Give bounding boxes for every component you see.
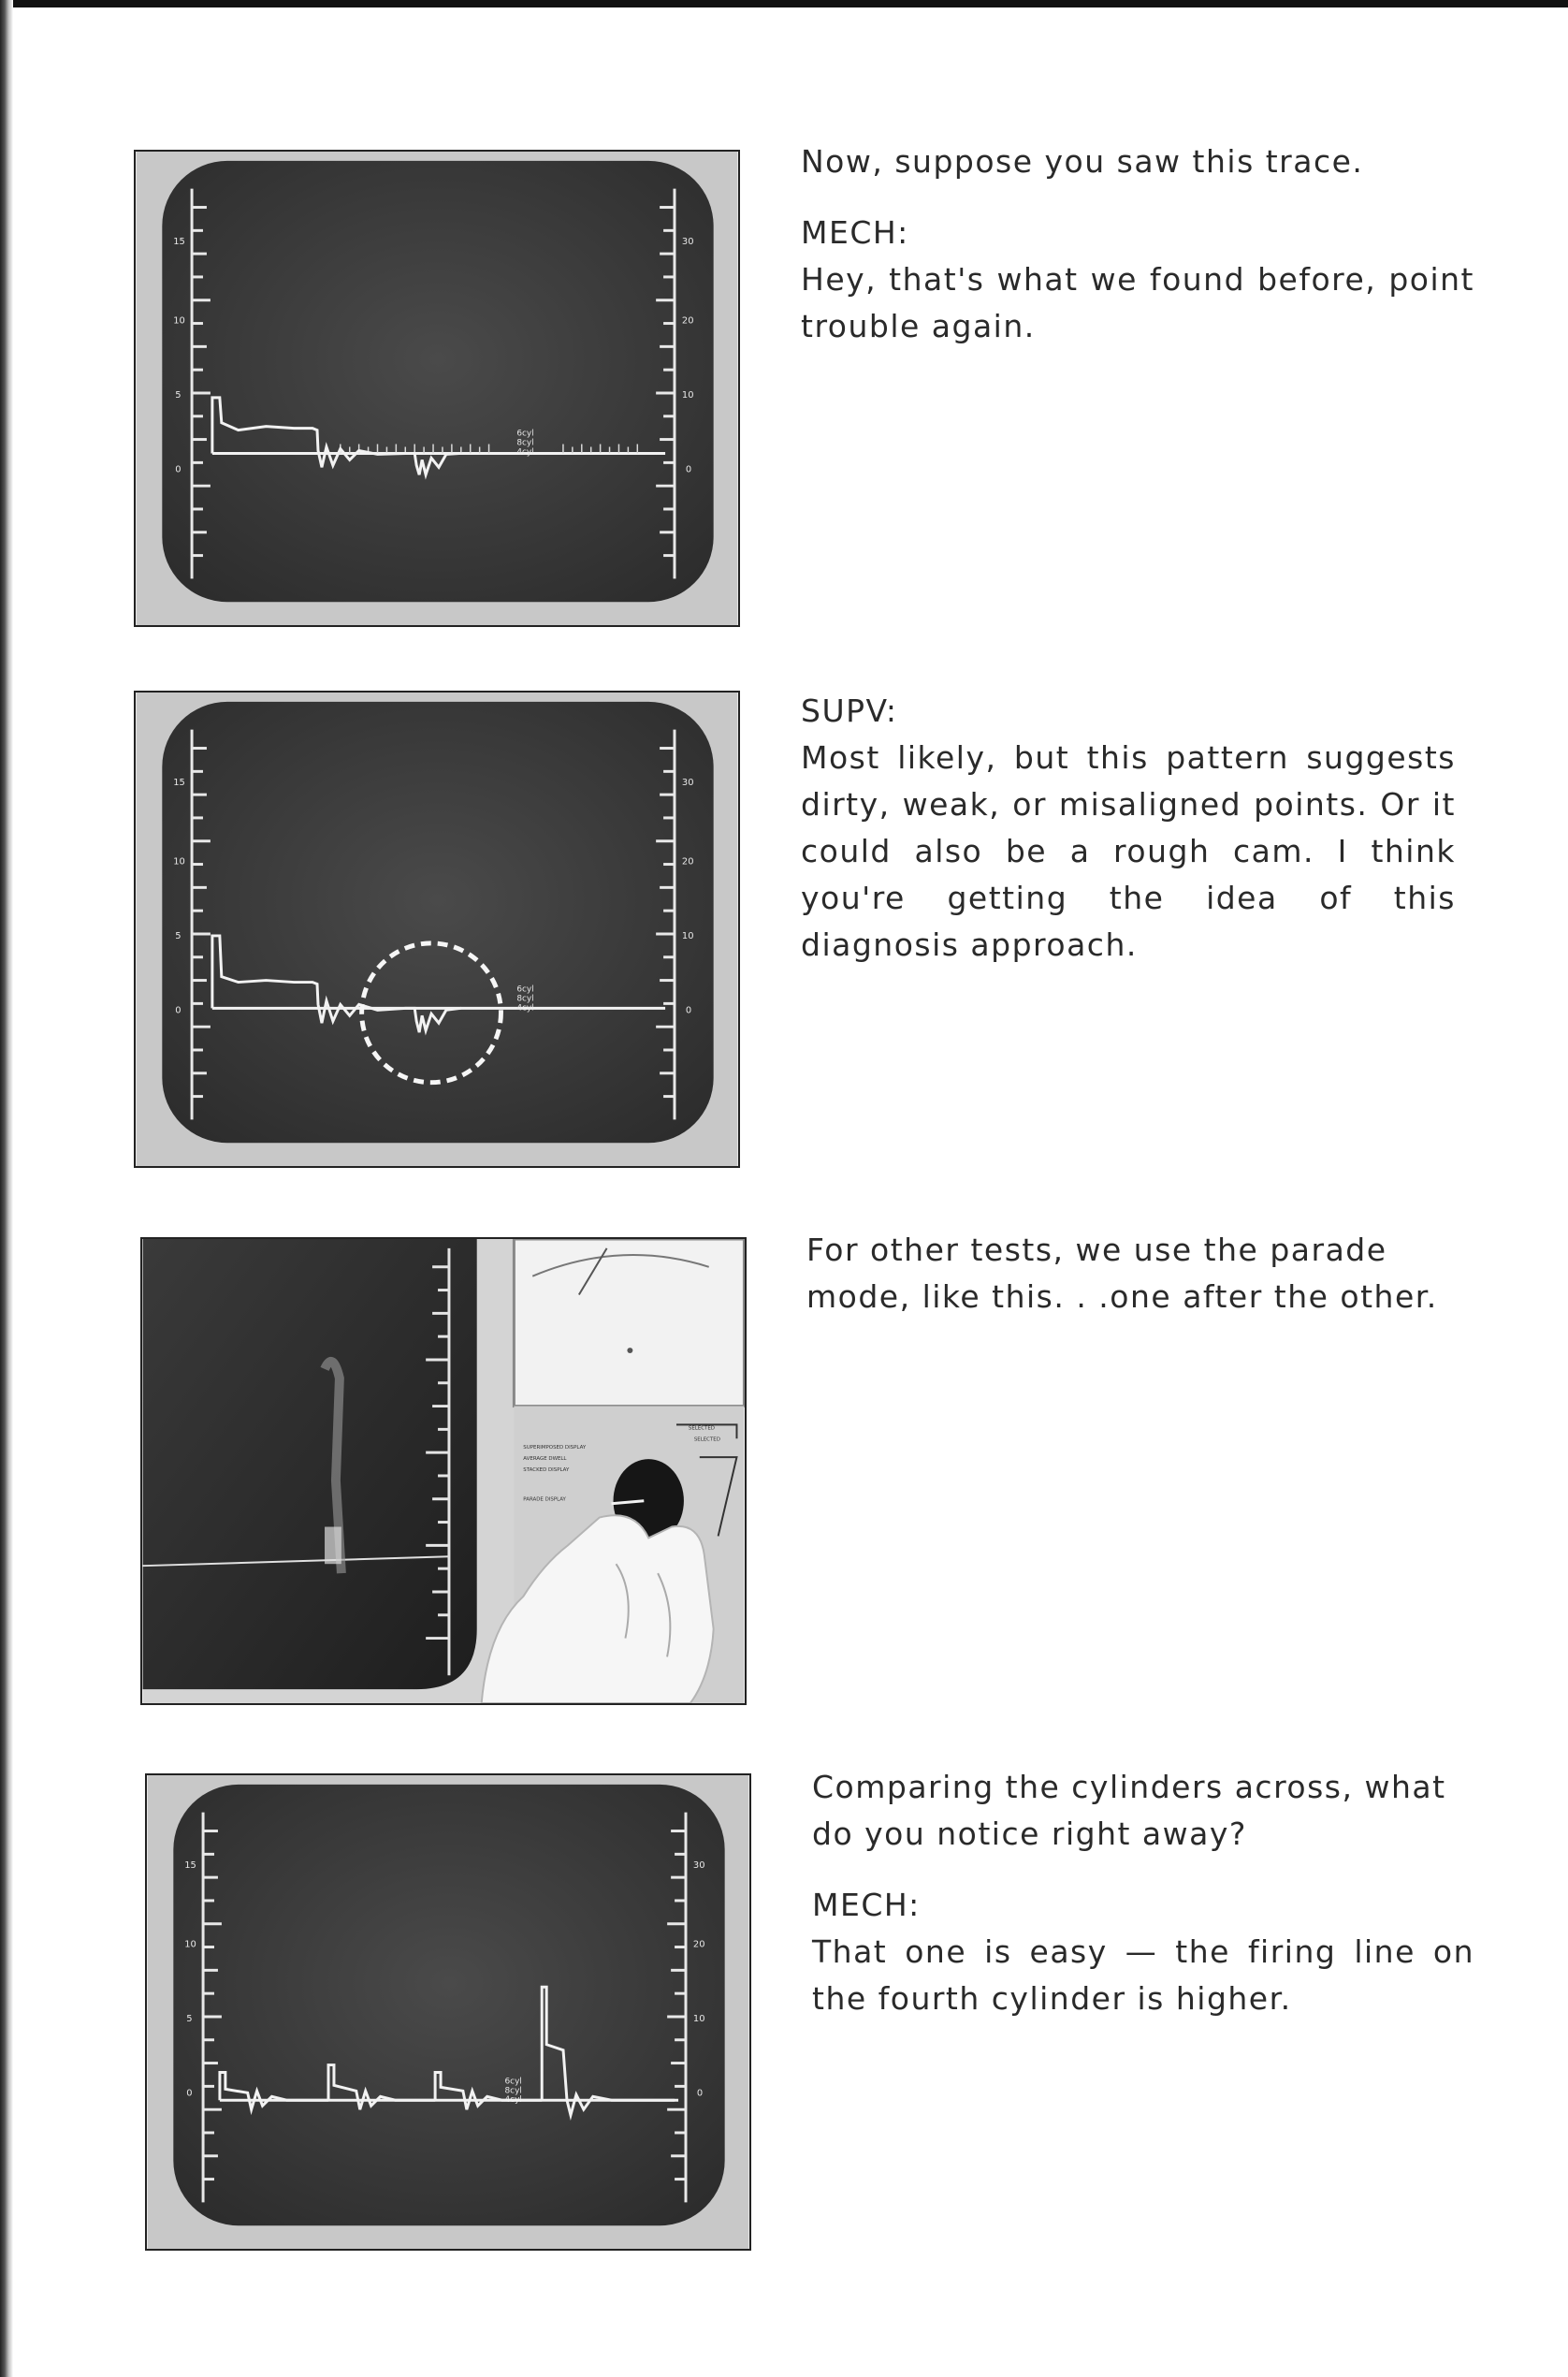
svg-text:20: 20	[681, 315, 694, 327]
speaker-mech-2: MECH:	[812, 1887, 921, 1923]
narration-4: Comparing the cylinders across, what do you notice right away?	[812, 1769, 1446, 1852]
photo-hand-turning-selector	[142, 1239, 745, 1703]
svg-text:0: 0	[685, 1005, 692, 1016]
svg-text:AVERAGE DWELL: AVERAGE DWELL	[523, 1456, 567, 1463]
svg-text:8cyl: 8cyl	[516, 994, 534, 1004]
dialogue-1: Hey, that's what we found before, point trouble again.	[801, 261, 1474, 344]
svg-text:15: 15	[184, 1860, 196, 1872]
svg-text:SUPERIMPOSED DISPLAY: SUPERIMPOSED DISPLAY	[523, 1445, 587, 1451]
svg-text:30: 30	[692, 1860, 705, 1872]
svg-text:30: 30	[681, 237, 694, 248]
dialogue-2: Most likely, but this pattern suggests dirty, weak, or misaligned points. Or it could also be a rough cam. I think you're getting the idea of this diagnosis approach.	[801, 739, 1456, 963]
svg-text:10: 10	[681, 930, 694, 941]
svg-text:STACKED DISPLAY: STACKED DISPLAY	[523, 1467, 570, 1473]
svg-text:5: 5	[186, 2013, 193, 2024]
page-top-rule	[0, 0, 1568, 7]
svg-text:8cyl: 8cyl	[516, 438, 534, 448]
svg-text:8cyl: 8cyl	[504, 2086, 522, 2096]
section-1-text	[801, 139, 1474, 350]
svg-text:6cyl: 6cyl	[516, 984, 534, 995]
svg-text:SELECTED: SELECTED	[688, 1425, 715, 1432]
oscilloscope-image-parade	[145, 1773, 751, 2251]
svg-text:4cyl: 4cyl	[516, 447, 534, 458]
speaker-mech-1: MECH:	[801, 214, 909, 251]
svg-text:4cyl: 4cyl	[516, 1003, 534, 1014]
scope-trace-point-trouble	[136, 152, 738, 625]
svg-text:15: 15	[173, 778, 185, 789]
svg-text:10: 10	[173, 315, 185, 327]
svg-text:SELECTED: SELECTED	[693, 1436, 720, 1443]
scope-trace-parade-cylinders	[147, 1775, 749, 2249]
svg-text:0: 0	[175, 1005, 181, 1016]
svg-text:10: 10	[692, 2013, 705, 2024]
narration-3: For other tests, we use the parade mode, like this. . .one after the other.	[806, 1232, 1438, 1315]
scope-trace-circled-points	[136, 693, 738, 1166]
page-binding-edge	[0, 0, 13, 2377]
svg-text:5: 5	[175, 930, 181, 941]
section-2-text	[801, 688, 1456, 969]
svg-text:10: 10	[184, 1939, 196, 1950]
oscilloscope-image-1	[134, 150, 740, 627]
speaker-supv: SUPV:	[801, 693, 898, 729]
svg-text:10: 10	[173, 856, 185, 868]
svg-text:0: 0	[685, 464, 692, 475]
svg-text:15: 15	[173, 237, 185, 248]
svg-text:0: 0	[186, 2088, 193, 2099]
svg-text:20: 20	[681, 856, 694, 868]
section-3-text	[806, 1227, 1480, 1320]
svg-text:10: 10	[681, 389, 694, 401]
svg-text:6cyl: 6cyl	[504, 2077, 522, 2087]
svg-text:20: 20	[692, 1939, 705, 1950]
svg-text:6cyl: 6cyl	[516, 429, 534, 439]
svg-text:0: 0	[696, 2088, 704, 2099]
photo-parade-mode-knob	[140, 1237, 747, 1705]
svg-text:30: 30	[681, 778, 694, 789]
svg-text:0: 0	[175, 464, 181, 475]
svg-text:5: 5	[175, 389, 181, 401]
svg-text:PARADE DISPLAY: PARADE DISPLAY	[523, 1496, 566, 1503]
oscilloscope-image-2	[134, 691, 740, 1168]
dialogue-4: That one is easy — the firing line on the fourth cylinder is higher.	[812, 1933, 1474, 2017]
section-4-text	[812, 1764, 1474, 2022]
narration-1: Now, suppose you saw this trace.	[801, 143, 1364, 180]
svg-text:4cyl: 4cyl	[504, 2095, 522, 2106]
